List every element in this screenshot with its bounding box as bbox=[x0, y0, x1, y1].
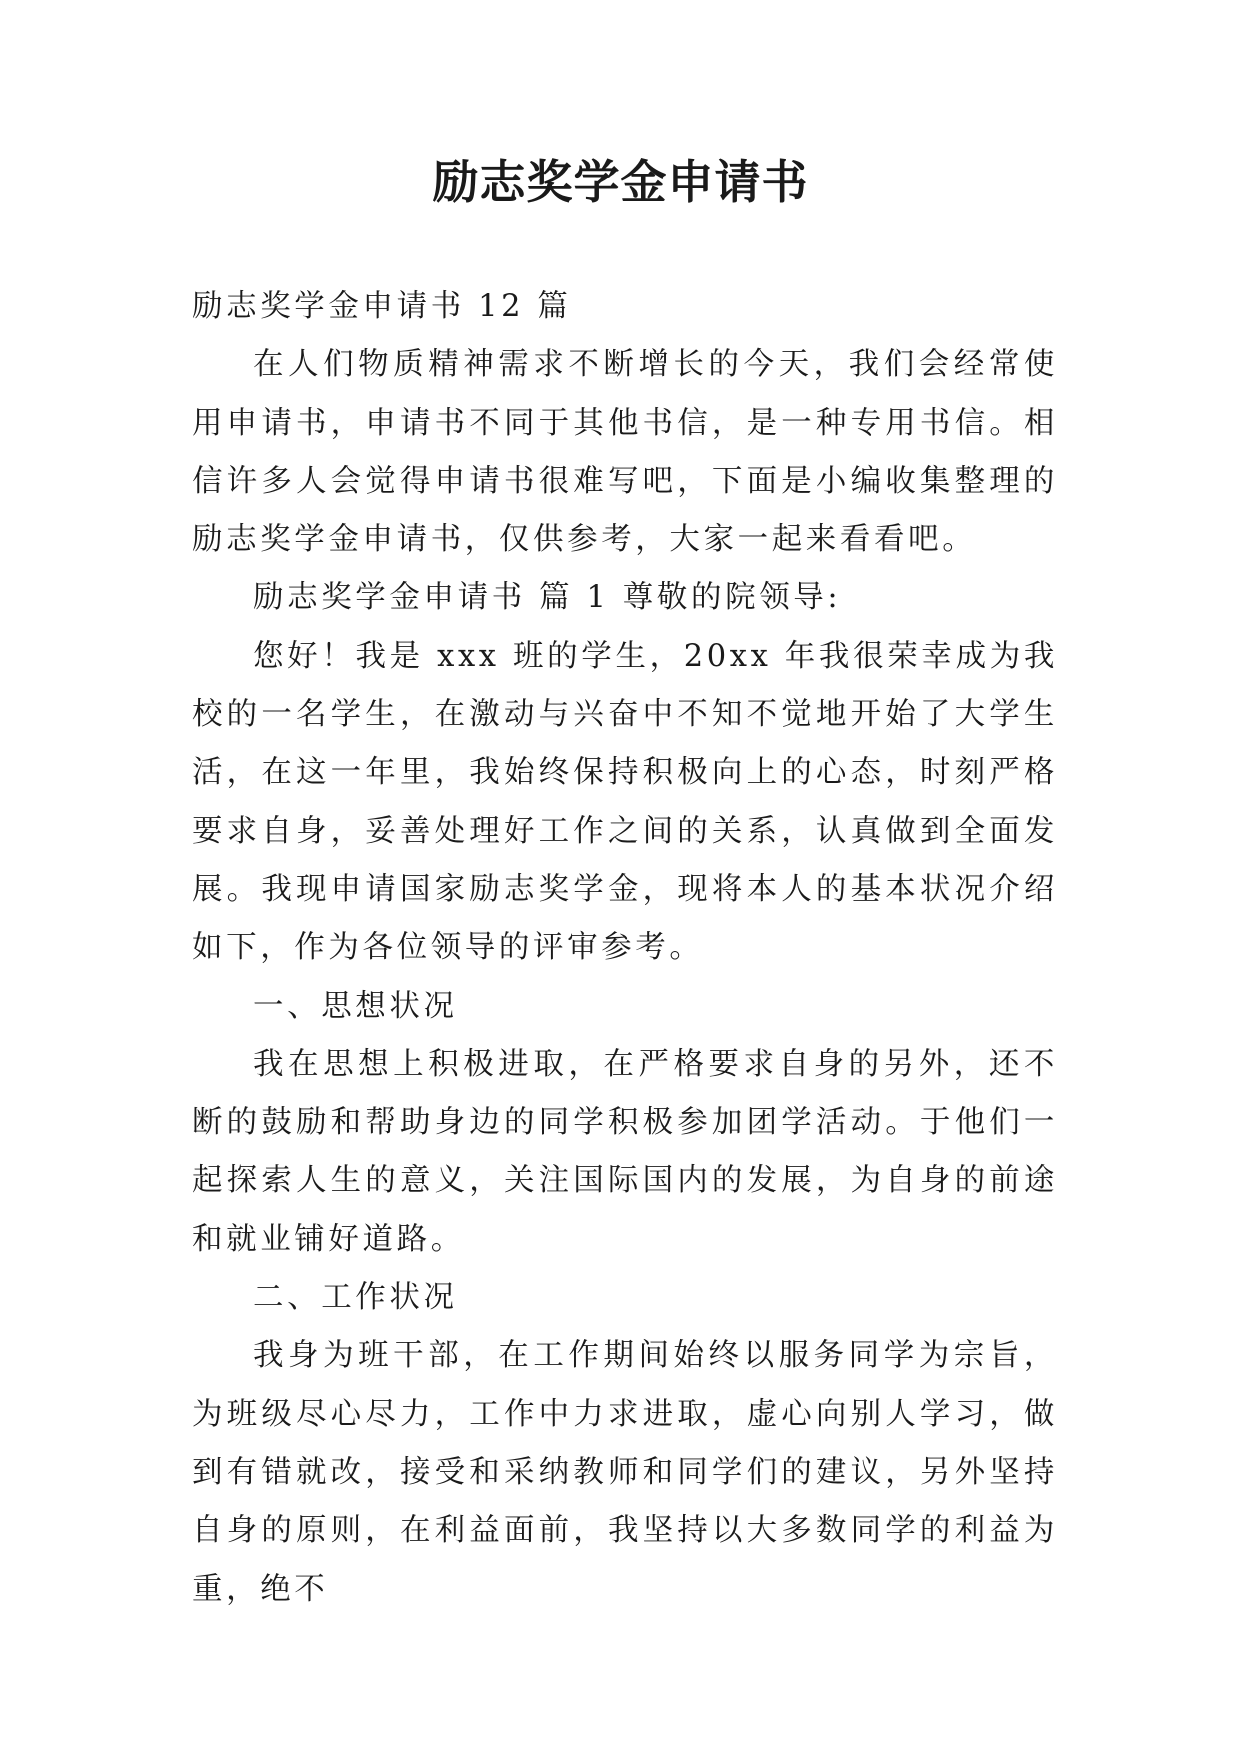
paragraph: 在人们物质精神需求不断增长的今天，我们会经常使用申请书，申请书不同于其他书信，是一种专用书信。相信许多人会觉得申请书很难写吧，下面是小编收集整理的励志奖学金申请书，仅供参考，大家一起来看看吧。 bbox=[192, 347, 1058, 558]
paragraph: 我身为班干部，在工作期间始终以服务同学为宗旨，为班级尽心尽力，工作中力求进取，虚心向别人学习，做到有错就改，接受和采纳教师和同学们的建议，另外坚持自身的原则，在利益面前，我坚持以大多数同学的利益为重，绝不 bbox=[192, 1338, 1058, 1607]
document-title: 励志奖学金申请书 bbox=[432, 155, 809, 209]
paragraph: 一、思想状况 bbox=[253, 988, 458, 1024]
paragraph: 励志奖学金申请书 篇 1 尊敬的院领导: bbox=[253, 580, 842, 616]
paragraph: 您好！我是 xxx 班的学生，20xx 年我很荣幸成为我校的一名学生，在激动与兴奋中不知不觉地开始了大学生活，在这一年里，我始终保持积极向上的心态，时刻严格要求自身，妥善处理好工作之间的关系，认真做到全面发展。我现申请国家励志奖学金，现将本人的基本状况介绍如下，作为各位领导的评审参考。 bbox=[192, 638, 1058, 966]
document-body bbox=[192, 278, 1058, 1619]
paragraph: 励志奖学金申请书 12 篇 bbox=[192, 289, 572, 324]
paragraph: 二、工作状况 bbox=[253, 1280, 458, 1316]
paragraph: 我在思想上积极进取，在严格要求自身的另外，还不断的鼓励和帮助身边的同学积极参加团学活动。于他们一起探索人生的意义，关注国际国内的发展，为自身的前途和就业铺好道路。 bbox=[192, 1046, 1058, 1257]
